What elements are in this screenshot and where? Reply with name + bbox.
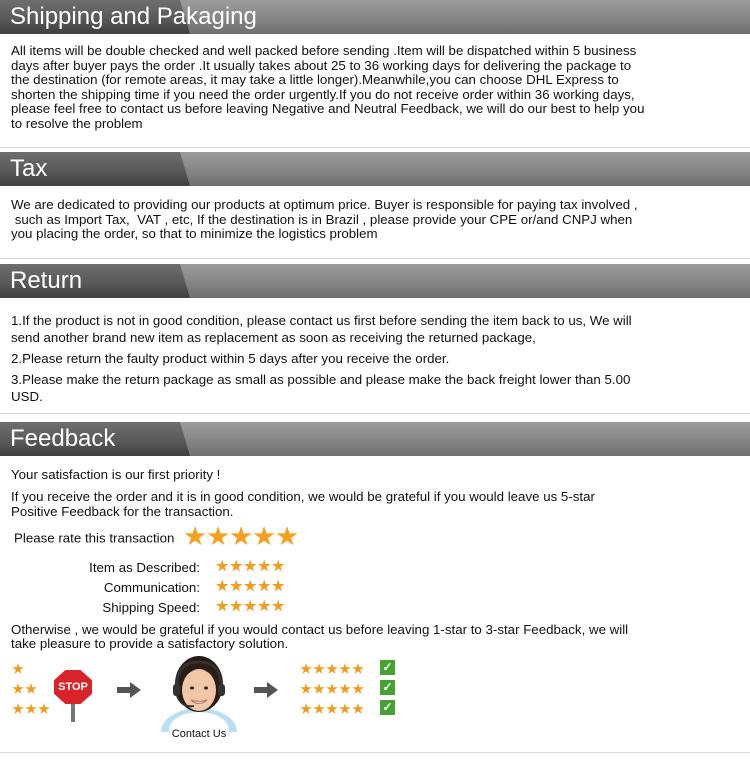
feedback-otherwise [11,623,739,650]
check-icon: ✓ [380,680,395,695]
star-icon[interactable] [244,579,257,592]
feedback-intro-line: If you receive the order and it is in good condition, we would be grateful if you would leave us 5-star [11,489,595,504]
low-ratings [12,662,57,722]
star-icon[interactable] [258,559,271,572]
star-icon[interactable] [258,599,271,612]
arrow-right-icon [254,682,278,698]
return-section [0,264,750,414]
feedback-otherwise-line: Otherwise , we would be grateful if you would contact us before leaving 1-star to 3-star Feedback, we will [11,622,629,637]
star-icon [38,703,50,715]
return-line: USD. [11,389,43,404]
contact-us-button[interactable] [160,652,238,744]
return-line: 3.Please make the return package as small as possible and please make the back freight lower than 5.00 [11,372,631,387]
two-star-rating [12,682,38,700]
criteria-stars[interactable] [216,559,286,575]
star-icon [352,683,364,695]
support-agent-icon [160,652,238,732]
star-icon [339,703,351,715]
stop-sign-icon [54,670,92,720]
rate-label: Please rate this transaction [14,530,175,546]
shipping-line: shorten the shipping time if you need the order urgently.If you do not receive order within 36 working days, [11,86,635,102]
star-icon[interactable] [253,526,275,547]
shipping-line: days after buyer pays the order .It usually takes about 25 to 36 working days for delivering the package to [11,57,632,73]
star-icon [12,683,24,695]
criteria-item-described [0,559,280,575]
five-star-rating [300,682,365,700]
feedback-body [0,456,750,753]
shipping-line: All items will be double checked and well packed before sending .Item will be dispatched within 5 business [11,43,637,58]
rate-transaction-row [14,526,299,550]
shipping-body [0,34,750,148]
star-icon [25,703,37,715]
feedback-intro-line: Positive Feedback for the transaction. [11,503,234,519]
one-star-rating [12,662,25,680]
return-line: send another brand new item as replacement as soon as receiving the returned package, [11,330,536,345]
star-icon[interactable] [230,559,243,572]
rate-stars[interactable] [184,526,299,550]
return-line: 1.If the product is not in good condition, please contact us first before sending the item back to us, We will [11,313,632,328]
star-icon [326,703,338,715]
feedback-title: Feedback [10,425,116,452]
criteria-label: Communication: [103,579,200,595]
feedback-section [0,422,750,759]
tax-body [0,186,750,259]
check-icon: ✓ [380,660,395,675]
star-icon[interactable] [258,579,271,592]
star-icon [352,703,364,715]
star-icon [326,663,338,675]
shipping-line: the destination (for remote areas, it may take a little longer).Meanwhile,you can choose DHL Express to [11,72,619,88]
star-icon[interactable] [216,559,229,572]
criteria-communication [0,579,280,595]
criteria-label: Shipping Speed: [102,599,200,615]
star-icon[interactable] [216,599,229,612]
star-icon[interactable] [272,559,285,572]
star-icon[interactable] [230,599,243,612]
check-icon: ✓ [380,700,395,715]
tax-section [0,152,750,258]
star-icon [339,683,351,695]
return-body [0,298,750,414]
stop-sign-label: STOP [58,681,88,693]
feedback-otherwise-line: take pleasure to provide a satisfactory solution. [11,635,289,651]
star-icon [313,703,325,715]
five-star-rating [300,702,365,720]
tax-line: We are dedicated to providing our products at optimum price. Buyer is responsible for paying tax involved , [11,197,638,212]
star-icon[interactable] [244,559,257,572]
star-icon[interactable] [272,599,285,612]
shipping-line: please feel free to contact us before leaving Negative and Neutral Feedback, we will do our best to help you [11,101,645,117]
tax-line: you placing the order, so that to minimize the logistics problem [11,226,378,242]
star-icon [300,703,312,715]
star-icon[interactable] [207,526,229,547]
star-icon [12,663,24,675]
five-star-rating [300,662,365,680]
shipping-text [11,44,739,132]
feedback-priority: Your satisfaction is our first priority ! [11,467,221,482]
shipping-section [0,0,750,148]
return-title: Return [10,267,83,294]
tax-line: such as Import Tax, VAT , etc, If the destination is in Brazil , please provide your CPE or/and CNPJ when [11,211,633,227]
contact-us-label[interactable]: Contact Us [171,728,227,740]
star-icon [313,663,325,675]
star-icon [352,663,364,675]
star-icon[interactable] [272,579,285,592]
arrow-right-icon [117,682,141,698]
criteria-shipping-speed [0,599,280,615]
criteria-label: Item as Described: [89,559,200,575]
star-icon [12,703,24,715]
star-icon[interactable] [184,526,206,547]
shipping-line: to resolve the problem [11,115,143,131]
criteria-stars[interactable] [216,599,286,615]
star-icon[interactable] [230,579,243,592]
star-icon[interactable] [244,599,257,612]
star-icon [313,683,325,695]
star-icon [339,663,351,675]
star-icon[interactable] [276,526,298,547]
star-icon [300,663,312,675]
star-icon [326,683,338,695]
star-icon[interactable] [216,579,229,592]
shipping-title: Shipping and Pakaging [10,3,257,30]
tax-text [11,198,739,242]
three-star-rating [12,702,51,720]
return-line: 2.Please return the faulty product within 5 days after you receive the order. [11,351,450,366]
star-icon [25,683,37,695]
criteria-stars[interactable] [216,579,286,595]
return-text [11,312,739,405]
high-ratings [300,662,400,722]
star-icon [300,683,312,695]
feedback-intro [11,490,739,519]
star-icon[interactable] [230,526,252,547]
tax-title: Tax [10,155,48,182]
